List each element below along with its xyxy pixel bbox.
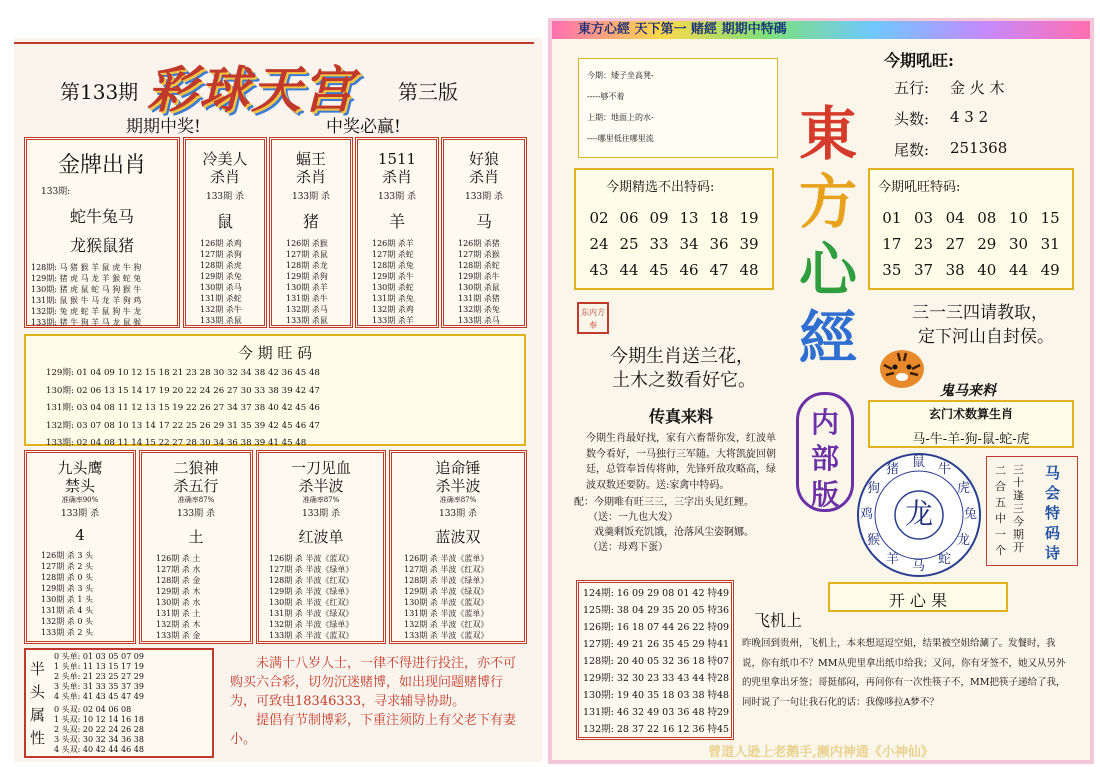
pred-col-row: 128期 杀 0 头 bbox=[41, 573, 93, 582]
draw-history-row: 126期: 16 18 07 44 26 22 特09 bbox=[583, 622, 730, 633]
hot-number: 44 bbox=[1008, 261, 1029, 279]
half-head-row: 2 头双: 20 22 24 26 28 bbox=[54, 725, 144, 734]
pred-col-row: 132期 杀 半波《红双》 bbox=[404, 620, 489, 629]
half-head-label: 半头属性 bbox=[30, 660, 46, 747]
tiger-icon bbox=[876, 345, 928, 391]
kill-col-subtitle: 杀肖 bbox=[295, 168, 326, 186]
prophecy-vertical-1: 三十逢三今期开 bbox=[1013, 463, 1024, 554]
excluded-number: 46 bbox=[679, 261, 699, 279]
pred-col-issue: 133期 杀 bbox=[176, 509, 216, 519]
prophecy-vertical-2: 二合五中一个 bbox=[995, 464, 1006, 557]
lucky-numbers-row: 129期: 01 04 09 10 12 15 18 21 23 28 30 32 34 38 42 36 45 48 bbox=[46, 368, 320, 378]
pred-col-row: 133期 杀 2 头 bbox=[41, 628, 93, 637]
pred-col-row: 130期 杀 1 头 bbox=[41, 595, 93, 604]
pred-col-row: 132期 杀 0 头 bbox=[41, 617, 93, 626]
zodiac-animal: 猪 bbox=[886, 461, 900, 477]
hot-number: 35 bbox=[882, 261, 902, 279]
tails-label-2: 尾数: bbox=[894, 141, 930, 159]
zodiac-animal: 虎 bbox=[957, 481, 971, 496]
zodiac-animal: 狗 bbox=[866, 481, 880, 496]
pred-col-row: 130期 杀 半波《红双》 bbox=[269, 598, 354, 607]
kill-col-row: 129期 杀牛 bbox=[458, 272, 500, 281]
hot-number: 04 bbox=[945, 209, 965, 227]
kill-col-row: 131期 杀牛 bbox=[286, 294, 328, 303]
fax-info-pei-sub: （送：一九也大发） bbox=[588, 512, 678, 523]
kill-col-row: 127期 杀猴 bbox=[458, 250, 500, 259]
pred-col-row: 129期 杀 半波《绿单》 bbox=[269, 587, 354, 596]
poem-line-2: 土木之数看好它。 bbox=[612, 370, 756, 391]
zodiac-animal: 蛇 bbox=[938, 552, 952, 568]
hot-numbers-grid bbox=[876, 209, 1066, 279]
pred-col-accuracy: 准确率87% bbox=[177, 496, 215, 504]
excluded-numbers-grid bbox=[584, 209, 764, 279]
gold-issue: 133期: bbox=[41, 187, 71, 197]
draw-history-row: 125期: 38 04 29 35 20 05 特36 bbox=[583, 605, 730, 616]
excluded-number: 34 bbox=[679, 235, 699, 253]
pred-col-4 bbox=[389, 450, 527, 644]
half-head-row: 0 头单: 01 03 05 07 09 bbox=[54, 652, 144, 661]
excluded-number: 43 bbox=[589, 261, 609, 279]
kill-col-row: 131期 杀猪 bbox=[458, 294, 500, 303]
excluded-number: 33 bbox=[649, 235, 669, 253]
zodiac-animal: 猴 bbox=[866, 533, 880, 548]
brand-vertical bbox=[790, 100, 866, 372]
pred-col-row: 128期 杀 金 bbox=[156, 576, 201, 585]
half-head-row: 3 头双: 30 32 34 36 38 bbox=[54, 735, 144, 744]
excluded-number: 39 bbox=[739, 235, 759, 253]
xuanmen-box bbox=[868, 400, 1074, 448]
excluded-number: 48 bbox=[739, 261, 759, 279]
hot-number: 03 bbox=[913, 209, 934, 227]
riddle-line: 今期：矮子坐高凳- bbox=[587, 71, 654, 80]
riddle-line: 上期：地面上的水- bbox=[587, 113, 654, 122]
heads-label: 头数: bbox=[894, 110, 930, 128]
five-elements-value: 金 火 木 bbox=[950, 79, 1005, 97]
pred-col-row: 133期 杀 金 bbox=[156, 631, 201, 640]
zodiac-animal: 马 bbox=[912, 559, 926, 574]
kill-col-row: 129期 杀狗 bbox=[286, 272, 328, 281]
pred-col-row: 127期 杀 2 头 bbox=[41, 562, 93, 571]
excluded-number: 09 bbox=[649, 209, 669, 227]
hot-number: 37 bbox=[913, 261, 934, 279]
pred-col-subtitle: 杀半波 bbox=[298, 477, 344, 495]
kill-col-subtitle: 杀肖 bbox=[209, 168, 240, 186]
pred-col-2 bbox=[139, 450, 253, 644]
pred-col-row: 129期 杀 3 头 bbox=[41, 584, 93, 593]
half-head-row: 1 头单: 11 13 15 17 19 bbox=[54, 662, 144, 671]
lucky-panel-title: 今期吼旺: bbox=[884, 51, 954, 70]
pred-col-row: 127期 杀 半波《绿单》 bbox=[269, 565, 354, 574]
pred-col-issue: 133期 杀 bbox=[301, 509, 341, 519]
hot-number: 30 bbox=[1008, 235, 1029, 253]
pred-col-row: 128期 杀 半波《绿单》 bbox=[404, 576, 489, 585]
horse-poem-label: 马会特码诗 bbox=[1045, 464, 1061, 562]
lucky-numbers-row: 133期: 02 04 08 11 14 15 22 27 28 30 34 36 38 39 41 45 48 bbox=[46, 438, 307, 448]
excluded-number: 02 bbox=[589, 209, 609, 227]
lucky-numbers-box bbox=[24, 334, 526, 446]
zodiac-animal: 兔 bbox=[964, 507, 978, 522]
zodiac-animal: 羊 bbox=[886, 552, 900, 568]
pred-col-title: 追命锤 bbox=[435, 459, 481, 477]
kill-col-row: 128期 杀蛇 bbox=[458, 261, 500, 270]
pred-col-accuracy: 准确率90% bbox=[61, 496, 99, 504]
draw-history-row: 128期: 20 40 05 32 36 18 特07 bbox=[583, 656, 730, 667]
gold-title: 金牌出肖 bbox=[57, 153, 146, 178]
gold-history-row: 132期: 兔 虎 蛇 羊 鼠 狗 牛 龙 bbox=[31, 307, 142, 316]
kill-col-row: 131期 杀蛇 bbox=[200, 294, 242, 303]
brand-char: 經 bbox=[798, 304, 857, 372]
hot-number: 08 bbox=[977, 209, 997, 227]
pred-col-issue: 133期 杀 bbox=[438, 509, 478, 519]
kill-col-row: 129期 杀兔 bbox=[200, 272, 242, 281]
notice-text: 未满十八岁人士，一律不得进行投注，亦不可购买六合彩，切勿沉迷赌博，如出现问题赌博行为，可致电18346333，寻求辅导协助。 bbox=[230, 656, 517, 709]
pred-col-answer: 红波单 bbox=[298, 528, 344, 546]
excluded-number: 19 bbox=[739, 209, 759, 227]
fax-info-line2: 戏羹剩饭充饥饿，沧落风尘姿锕娜。 bbox=[594, 527, 754, 538]
kill-col-row: 126期 杀鸡 bbox=[200, 239, 242, 248]
zodiac-wheel bbox=[856, 452, 982, 578]
xuanmen-title: 玄门术数算生肖 bbox=[928, 407, 1013, 421]
pred-col-title: 一刀见血 bbox=[290, 459, 351, 477]
edition-label: 第三版 bbox=[398, 80, 458, 104]
kill-col-answer: 马 bbox=[475, 212, 492, 231]
kill-col-row: 130期 杀羊 bbox=[286, 283, 328, 292]
pred-col-issue: 133期 杀 bbox=[60, 509, 100, 519]
pred-col-row: 131期 杀 土 bbox=[156, 609, 201, 618]
draw-history-row: 129期: 32 30 23 33 43 44 特28 bbox=[583, 673, 730, 684]
fax-info-line2-sub: （送：母鸡下蛋） bbox=[588, 542, 668, 553]
pred-col-row: 127期 杀 水 bbox=[156, 565, 201, 574]
fax-info-text: 今期生肖最好找，家有六畜帮你发，红波单数今看好，一马独行三军随。大将凯旋回朝廷，总管奉旨传将帅，先锋歼敌攻略高，绿波双数还要防。送:家禽中特码。 bbox=[586, 433, 776, 491]
hot-number: 49 bbox=[1040, 261, 1060, 279]
pred-col-row: 132期 杀 木 bbox=[156, 620, 201, 629]
half-head-row: 3 头单: 31 33 35 37 39 bbox=[54, 682, 144, 691]
pred-col-row: 133期 杀 半波《蓝双》 bbox=[269, 631, 354, 640]
poem-line-1: 今期生肖送兰花， bbox=[610, 346, 754, 367]
hot-number: 29 bbox=[977, 235, 997, 253]
hot-number: 23 bbox=[913, 235, 934, 253]
pred-col-row: 132期 杀 半波《绿单》 bbox=[269, 620, 354, 629]
zodiac-wheel-center: 龙 bbox=[904, 497, 933, 530]
pred-col-row: 131期 杀 4 头 bbox=[41, 606, 93, 615]
pred-col-row: 129期 杀 木 bbox=[156, 587, 201, 596]
footer-banner: 曾道人逊上老鹅手,濒内神通《小神仙》 bbox=[708, 745, 934, 760]
joke-box bbox=[738, 580, 1076, 740]
zodiac-animal: 鼠 bbox=[912, 455, 926, 470]
gold-history-row: 129期: 猪 虎 马 龙 羊 猴 蛇 兔 bbox=[31, 274, 142, 283]
verse-line-1: 三一三四请教取， bbox=[912, 303, 1048, 323]
kill-col-answer: 羊 bbox=[388, 212, 405, 231]
tails-value: 251368 bbox=[950, 139, 1008, 157]
kill-col-issue: 133期 杀 bbox=[377, 192, 417, 202]
notice-text-2: 提倡有节制博彩，下重注须防上有父老下有妻小。 bbox=[230, 713, 517, 747]
half-head-row: 0 头双: 02 04 06 08 bbox=[54, 705, 132, 714]
pred-col-row: 128期 杀 半波《红双》 bbox=[269, 576, 354, 585]
joke-text: 昨晚回到贵州，飞机上，本来想逗逗空姐，结果被空姐给涮了。发餐时，我说，你有纸巾不？MM从兜里拿出纸巾给我；又问，你有牙签不，她又从另外的兜里拿出牙签；哥挺郁闷，再问你有一次性筷子不，MM把筷子递给了我，同时说了一句让我石化的话：我像哆拉A梦不？ bbox=[742, 638, 1066, 708]
slogan-2: 中奖必赢! bbox=[326, 117, 401, 137]
riddle-line: -----够不着 bbox=[587, 92, 625, 101]
excluded-number: 13 bbox=[679, 209, 699, 227]
kill-col-row: 127期 杀鼠 bbox=[286, 250, 328, 259]
draw-history-row: 130期: 19 40 35 18 03 38 特48 bbox=[583, 690, 730, 701]
kill-col-issue: 133期 杀 bbox=[464, 192, 504, 202]
prophecy-vertical-box bbox=[986, 456, 1078, 566]
kill-col-row: 132期 杀兔 bbox=[458, 305, 500, 314]
kill-col-row: 127期 杀狗 bbox=[200, 250, 242, 259]
verse-line-2: 定下河山自封侯。 bbox=[918, 327, 1054, 347]
pred-col-answer: 4 bbox=[75, 526, 85, 544]
hot-number: 40 bbox=[977, 261, 997, 279]
pred-col-row: 126期 杀 土 bbox=[156, 554, 201, 563]
stamp-text: 东内方奉 bbox=[581, 308, 605, 330]
hot-number: 27 bbox=[945, 235, 965, 253]
hot-number: 31 bbox=[1040, 235, 1060, 253]
half-head-row: 1 头双: 10 12 14 16 18 bbox=[54, 715, 144, 724]
riddle-line: ----哪里低往哪里流 bbox=[587, 134, 654, 143]
pred-col-answer: 土 bbox=[188, 528, 204, 546]
pred-col-subtitle: 杀五行 bbox=[173, 477, 219, 495]
lucky-numbers-row: 131期: 03 04 08 11 12 13 15 19 22 26 27 34 37 38 40 42 45 46 bbox=[46, 403, 320, 413]
gold-line-2: 龙猴鼠猪 bbox=[69, 236, 134, 255]
kill-col-row: 129期 杀牛 bbox=[372, 272, 414, 281]
kill-col-row: 126期 杀猴 bbox=[286, 239, 328, 248]
pred-col-row: 129期 杀 半波《绿双》 bbox=[404, 587, 489, 596]
marquee-banner: 東方心經 天下第一 赌經 期期中特碼 bbox=[552, 21, 1090, 39]
kill-col-row: 132期 杀鸡 bbox=[372, 305, 414, 314]
excluded-number: 18 bbox=[709, 209, 729, 227]
hot-number: 01 bbox=[882, 209, 902, 227]
pred-col-accuracy: 准确率87% bbox=[439, 496, 477, 504]
draw-history-row: 127期: 49 21 26 35 45 29 特41 bbox=[583, 639, 730, 650]
kill-col-row: 132期 杀牛 bbox=[200, 305, 242, 314]
kill-col-3 bbox=[355, 137, 439, 328]
lucky-numbers-title: 今 期 旺 码 bbox=[237, 344, 313, 362]
pred-col-row: 126期 杀 半波《蓝双》 bbox=[269, 554, 354, 563]
excluded-number: 24 bbox=[589, 235, 609, 253]
draw-history-row: 132期: 28 37 22 16 12 36 特45 bbox=[583, 724, 730, 735]
kill-col-subtitle: 杀肖 bbox=[381, 168, 412, 186]
zodiac-animal: 牛 bbox=[938, 461, 952, 477]
half-head-box bbox=[24, 648, 214, 758]
pred-col-row: 130期 杀 水 bbox=[156, 598, 201, 607]
excluded-number: 06 bbox=[619, 209, 639, 227]
issue-label: 第133期 bbox=[60, 80, 139, 104]
slogan-1: 期期中奖! bbox=[126, 117, 201, 137]
brand-char: 心 bbox=[798, 236, 857, 304]
kill-col-issue: 133期 杀 bbox=[291, 192, 331, 202]
hot-number: 15 bbox=[1040, 209, 1060, 227]
hot-number: 10 bbox=[1008, 209, 1029, 227]
lucky-numbers-row: 130期: 02 06 13 15 14 17 19 20 22 24 26 27 30 33 38 39 42 47 bbox=[46, 385, 320, 396]
pred-col-row: 130期 杀 半波《蓝双》 bbox=[404, 598, 489, 607]
kill-col-2 bbox=[269, 137, 353, 328]
ghost-horse-label: 鬼马来料 bbox=[940, 383, 996, 399]
half-head-row: 2 头单: 21 23 25 27 29 bbox=[54, 672, 144, 681]
zodiac-animal: 鸡 bbox=[860, 507, 874, 522]
half-head-row: 4 头单: 41 43 45 47 49 bbox=[54, 692, 144, 701]
kill-col-row: 132期 杀马 bbox=[286, 305, 328, 314]
kill-col-title: 1511 bbox=[377, 150, 417, 168]
kill-col-4 bbox=[441, 137, 527, 328]
gold-history-row: 128期: 马 猪 猴 羊 鼠 虎 牛 狗 bbox=[31, 263, 142, 272]
draw-history-box bbox=[576, 580, 734, 740]
kill-col-row: 128期 杀虎 bbox=[200, 261, 242, 270]
kill-col-row: 128期 杀龙 bbox=[286, 261, 328, 270]
pred-col-subtitle: 禁头 bbox=[64, 477, 95, 495]
heads-value: 4 3 2 bbox=[950, 108, 989, 126]
joke-subtitle: 飞机上 bbox=[754, 611, 803, 630]
hot-numbers-box bbox=[868, 168, 1074, 290]
fax-info-pei: 配：今期唯有旺三三，三字出头见红鲤。 bbox=[574, 497, 754, 508]
kill-col-row: 133期 杀马 bbox=[458, 316, 500, 325]
lucky-numbers-row: 132期: 03 07 08 10 13 14 17 22 25 26 29 31 35 39 42 45 46 47 bbox=[46, 420, 320, 431]
xuanmen-line: 马-牛-羊-狗-鼠-蛇-虎 bbox=[912, 432, 1030, 447]
gold-history-row: 131期: 鼠 猴 牛 马 龙 羊 狗 鸡 bbox=[31, 296, 142, 305]
kill-col-row: 126期 杀猪 bbox=[458, 239, 500, 248]
kill-col-row: 126期 杀羊 bbox=[372, 239, 414, 248]
fax-info-title: 传真来料 bbox=[648, 407, 713, 426]
excluded-number: 36 bbox=[709, 235, 729, 253]
riddle-box bbox=[578, 58, 778, 158]
joke-title: 开 心 果 bbox=[888, 591, 948, 610]
excluded-numbers-title: 今期精选不出特码: bbox=[606, 180, 715, 195]
gold-history-row: 133期: 猪 牛 狗 羊 马 龙 鼠 猴 bbox=[31, 318, 142, 327]
hot-numbers-title: 今期吼旺特码: bbox=[878, 180, 961, 195]
kill-col-title: 蝠王 bbox=[295, 150, 326, 168]
gold-zodiac-box bbox=[24, 137, 180, 328]
pred-col-3 bbox=[256, 450, 386, 644]
brand-char: 東 bbox=[798, 100, 857, 168]
pred-col-title: 二狼神 bbox=[173, 459, 219, 477]
pred-col-1 bbox=[24, 450, 136, 644]
kill-col-answer: 鼠 bbox=[216, 212, 233, 231]
draw-history-row: 124期: 16 09 29 08 01 42 特49 bbox=[583, 588, 730, 599]
pred-col-row: 126期 杀 半波《蓝单》 bbox=[404, 554, 489, 563]
gold-line-1: 蛇牛兔马 bbox=[69, 207, 134, 226]
excluded-numbers-box bbox=[574, 168, 774, 290]
kill-col-title: 冷美人 bbox=[202, 150, 248, 168]
kill-col-row: 130期 杀蛇 bbox=[372, 283, 414, 292]
kill-col-1 bbox=[183, 137, 267, 328]
brand-sub bbox=[796, 392, 854, 512]
stamp bbox=[577, 302, 609, 334]
kill-col-answer: 猪 bbox=[302, 212, 319, 231]
half-head-row: 4 头双: 40 42 44 46 48 bbox=[54, 745, 144, 754]
kill-col-row: 128期 杀兔 bbox=[372, 261, 414, 270]
excluded-number: 25 bbox=[619, 235, 639, 253]
pred-col-subtitle: 杀半波 bbox=[435, 477, 481, 495]
gold-history-row: 130期: 猪 虎 鼠 蛇 马 狗 猴 牛 bbox=[31, 285, 142, 294]
brand-char: 方 bbox=[798, 168, 857, 236]
pred-col-row: 131期 杀 半波《蓝单》 bbox=[404, 609, 489, 618]
kill-col-subtitle: 杀肖 bbox=[468, 168, 499, 186]
kill-col-row: 133期 杀鼠 bbox=[286, 316, 328, 325]
pred-col-row: 126期 杀 3 头 bbox=[41, 551, 93, 560]
pred-col-title: 九头鹰 bbox=[57, 459, 103, 477]
logo-title: 彩球天宫 bbox=[147, 60, 355, 119]
kill-col-row: 131期 杀兔 bbox=[372, 294, 414, 303]
kill-col-row: 130期 杀马 bbox=[200, 283, 242, 292]
excluded-number: 45 bbox=[649, 261, 669, 279]
pred-col-row: 133期 杀 半波《蓝双》 bbox=[404, 631, 489, 640]
excluded-number: 47 bbox=[709, 261, 729, 279]
left-header-line bbox=[14, 42, 534, 44]
hot-number: 17 bbox=[882, 235, 902, 253]
kill-col-title: 好狼 bbox=[468, 150, 499, 168]
brand-sub-text: 内部版 bbox=[810, 406, 839, 511]
zodiac-animal: 龙 bbox=[957, 533, 971, 548]
kill-col-issue: 133期 杀 bbox=[205, 192, 245, 202]
pred-col-answer: 蓝波双 bbox=[435, 528, 481, 546]
excluded-number: 44 bbox=[619, 261, 639, 279]
pred-col-accuracy: 准确率87% bbox=[302, 496, 340, 504]
kill-col-row: 130期 杀鼠 bbox=[458, 283, 500, 292]
kill-col-row: 127期 杀蛇 bbox=[372, 250, 414, 259]
kill-col-row: 133期 杀鼠 bbox=[200, 316, 242, 325]
pred-col-row: 127期 杀 半波《红双》 bbox=[404, 565, 489, 574]
kill-col-row: 133期 杀羊 bbox=[372, 316, 414, 325]
fax-info-box bbox=[574, 404, 784, 574]
pred-col-row: 131期 杀 半波《绿双》 bbox=[269, 609, 354, 618]
hot-number: 38 bbox=[945, 261, 965, 279]
five-elements-label: 五行: bbox=[894, 79, 930, 97]
lucky-panel bbox=[866, 42, 1074, 160]
draw-history-row: 131期: 46 32 49 03 36 48 特29 bbox=[583, 707, 730, 718]
